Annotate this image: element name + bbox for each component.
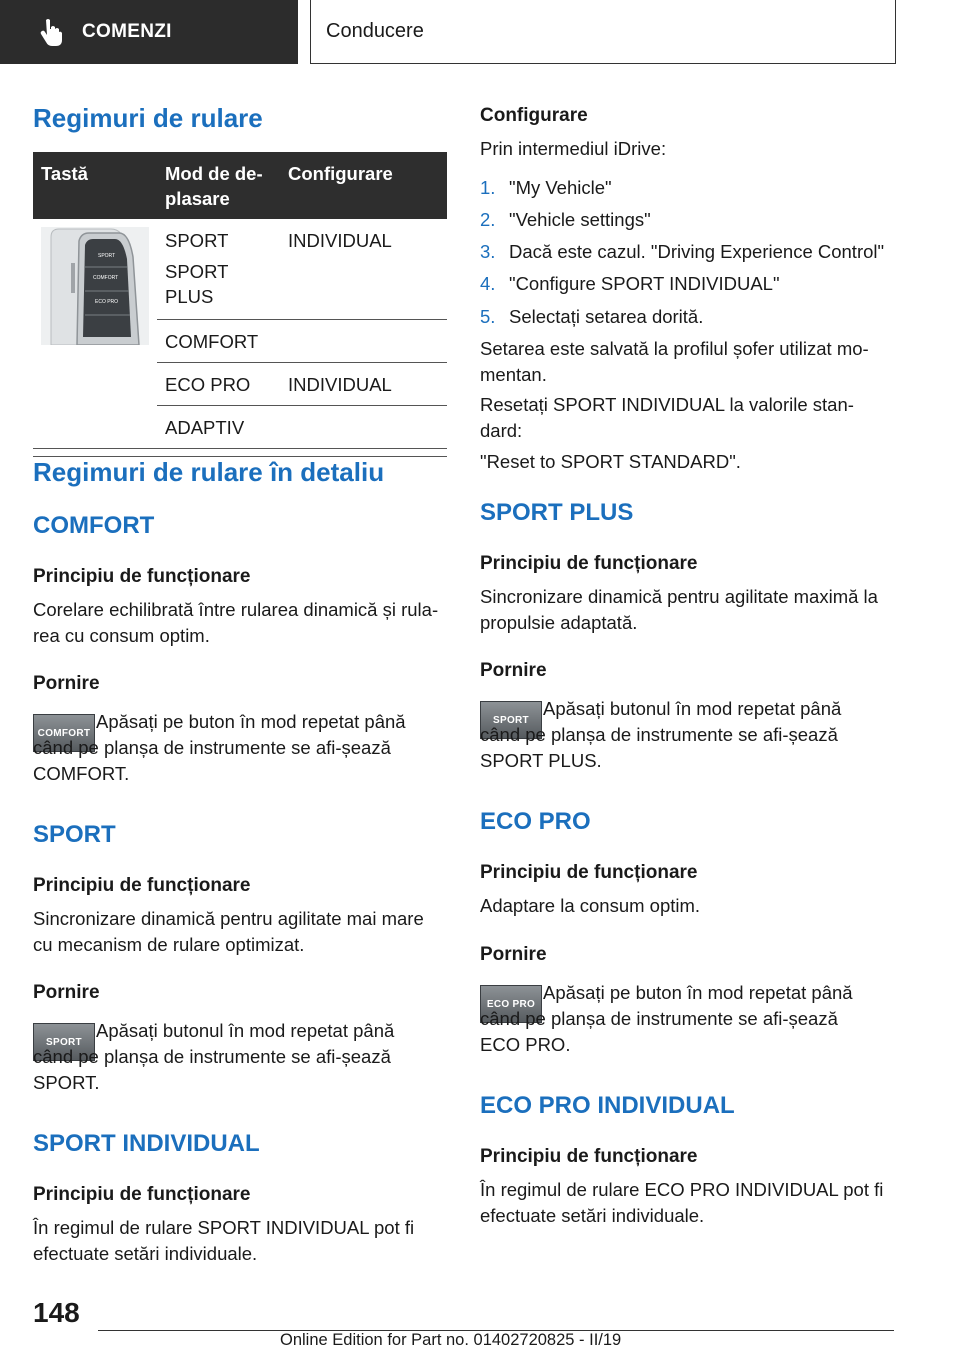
list-item: 1. "My Vehicle" (480, 177, 612, 198)
config-sport: INDIVIDUAL (280, 219, 447, 320)
driving-modes-table (33, 152, 447, 457)
mode-cell (157, 219, 280, 320)
sport-individual-principle-text: În regimul de rulare SPORT INDIVIDUAL pot fi efectuate setări individuale. (33, 1217, 415, 1264)
page-title: Regimuri de rulare (33, 103, 263, 133)
reset-text: Resetați SPORT INDIVIDUAL la valorile stan-dard: (480, 394, 854, 441)
config-heading: Configurare (480, 105, 588, 126)
chapter-tab-label: COMENZI (82, 21, 172, 42)
eco-pro-start-text: Apăsați pe buton în mod repetat până când pe planșa de instrumente se afi-șează ECO PRO. (480, 982, 853, 1055)
drive-mode-switch-image (41, 227, 149, 345)
config-intro: Prin intermediul iDrive: (480, 138, 667, 159)
eco-pro-principle-text: Adaptare la consum optim. (480, 895, 701, 916)
sport-principle-text: Sincronizare dinamică pentru agilitate mai mare cu mecanism de rulare optimizat. (33, 908, 424, 955)
switch-label-sport: SPORT (98, 253, 116, 259)
list-item: 3. Dacă este cazul. "Driving Experience Control" (480, 241, 885, 262)
eco-pro-individual-principle-text: În regimul de rulare ECO PRO INDIVIDUAL pot fi efectuate setări individuale. (480, 1179, 884, 1226)
mode-adaptiv: ADAPTIV (157, 406, 280, 449)
col-header-config: Configurare (280, 152, 447, 219)
section-header (310, 0, 896, 64)
mode-sport: SPORT (165, 230, 229, 251)
eco-pro-start-heading: Pornire (480, 944, 547, 965)
saved-text: Setarea este salvată la profilul șofer utilizat mo-mentan. (480, 338, 869, 385)
reset-command: "Reset to SPORT STANDARD". (480, 451, 741, 472)
comfort-heading: COMFORT (33, 512, 155, 539)
eco-pro-individual-heading: ECO PRO INDIVIDUAL (480, 1092, 735, 1119)
eco-pro-button-image: ECO PRO (480, 985, 542, 1023)
switch-label-comfort: COMFORT (93, 275, 119, 281)
col-header-key: Tastă (33, 152, 157, 219)
eco-pro-principle-heading: Principiu de funcționare (480, 862, 698, 883)
sport-individual-heading: SPORT INDIVIDUAL (33, 1130, 260, 1157)
sport-plus-start-heading: Pornire (480, 660, 547, 681)
eco-pro-individual-principle-heading: Principiu de funcționare (480, 1146, 698, 1167)
comfort-button-image: COMFORT (33, 714, 95, 752)
sport-heading: SPORT (33, 821, 116, 848)
table-row (33, 449, 447, 457)
sport-start-text: Apăsați butonul în mod repetat până când pe planșa de instrumente se afi-șează SPORT. (33, 1020, 395, 1093)
col-header-mode: Mod de de-plasare (157, 152, 280, 219)
sport-button-image: SPORT (33, 1023, 95, 1061)
sport-principle-heading: Principiu de funcționare (33, 875, 251, 896)
key-cell (33, 219, 157, 449)
comfort-start-text: Apăsați pe buton în mod repetat până când pe planșa de instrumente se afi-șează COMFORT. (33, 711, 406, 784)
mode-comfort: COMFORT (157, 320, 280, 363)
sport-plus-principle-text: Sincronizare dinamică pentru agilitate maximă la propulsie adaptată. (480, 586, 878, 633)
mode-eco-pro: ECO PRO (157, 363, 280, 406)
chapter-tab[interactable] (0, 0, 298, 64)
sport-plus-principle-heading: Principiu de funcționare (480, 553, 698, 574)
table-row (33, 219, 447, 320)
switch-label-eco-pro: ECO PRO (95, 299, 119, 305)
config-eco-pro: INDIVIDUAL (280, 363, 447, 406)
edition-note: Online Edition for Part no. 01402720825 - II/19 (280, 1331, 622, 1349)
sport-plus-heading: SPORT PLUS (480, 499, 634, 526)
sport-plus-start-text: Apăsați butonul în mod repetat până când pe planșa de instrumente se afi-șează SPORT PLUS. (480, 698, 842, 771)
sport-plus-button-image: SPORT (480, 701, 542, 739)
list-item: 4. "Configure SPORT INDIVIDUAL" (480, 273, 780, 294)
list-item: 2. "Vehicle settings" (480, 209, 651, 230)
list-item: 5. Selectați setarea dorită. (480, 306, 704, 327)
sport-individual-principle-heading: Principiu de funcționare (33, 1184, 251, 1205)
page-number: 148 (33, 1297, 80, 1328)
sport-start-heading: Pornire (33, 982, 100, 1003)
eco-pro-heading: ECO PRO (480, 808, 591, 835)
mode-sport-plus: SPORT PLUS (165, 261, 229, 307)
comfort-principle-text: Corelare echilibrată între rularea dinamică și rula-rea cu consum optim. (33, 599, 439, 646)
config-adaptiv (280, 406, 447, 449)
comfort-principle-heading: Principiu de funcționare (33, 566, 251, 587)
config-comfort (280, 320, 447, 363)
comfort-start-heading: Pornire (33, 673, 100, 694)
section-label: Conducere (326, 20, 424, 42)
pointing-hand-icon (40, 18, 62, 46)
config-steps-list (480, 175, 900, 336)
detail-title: Regimuri de rulare în detaliu (33, 457, 385, 487)
